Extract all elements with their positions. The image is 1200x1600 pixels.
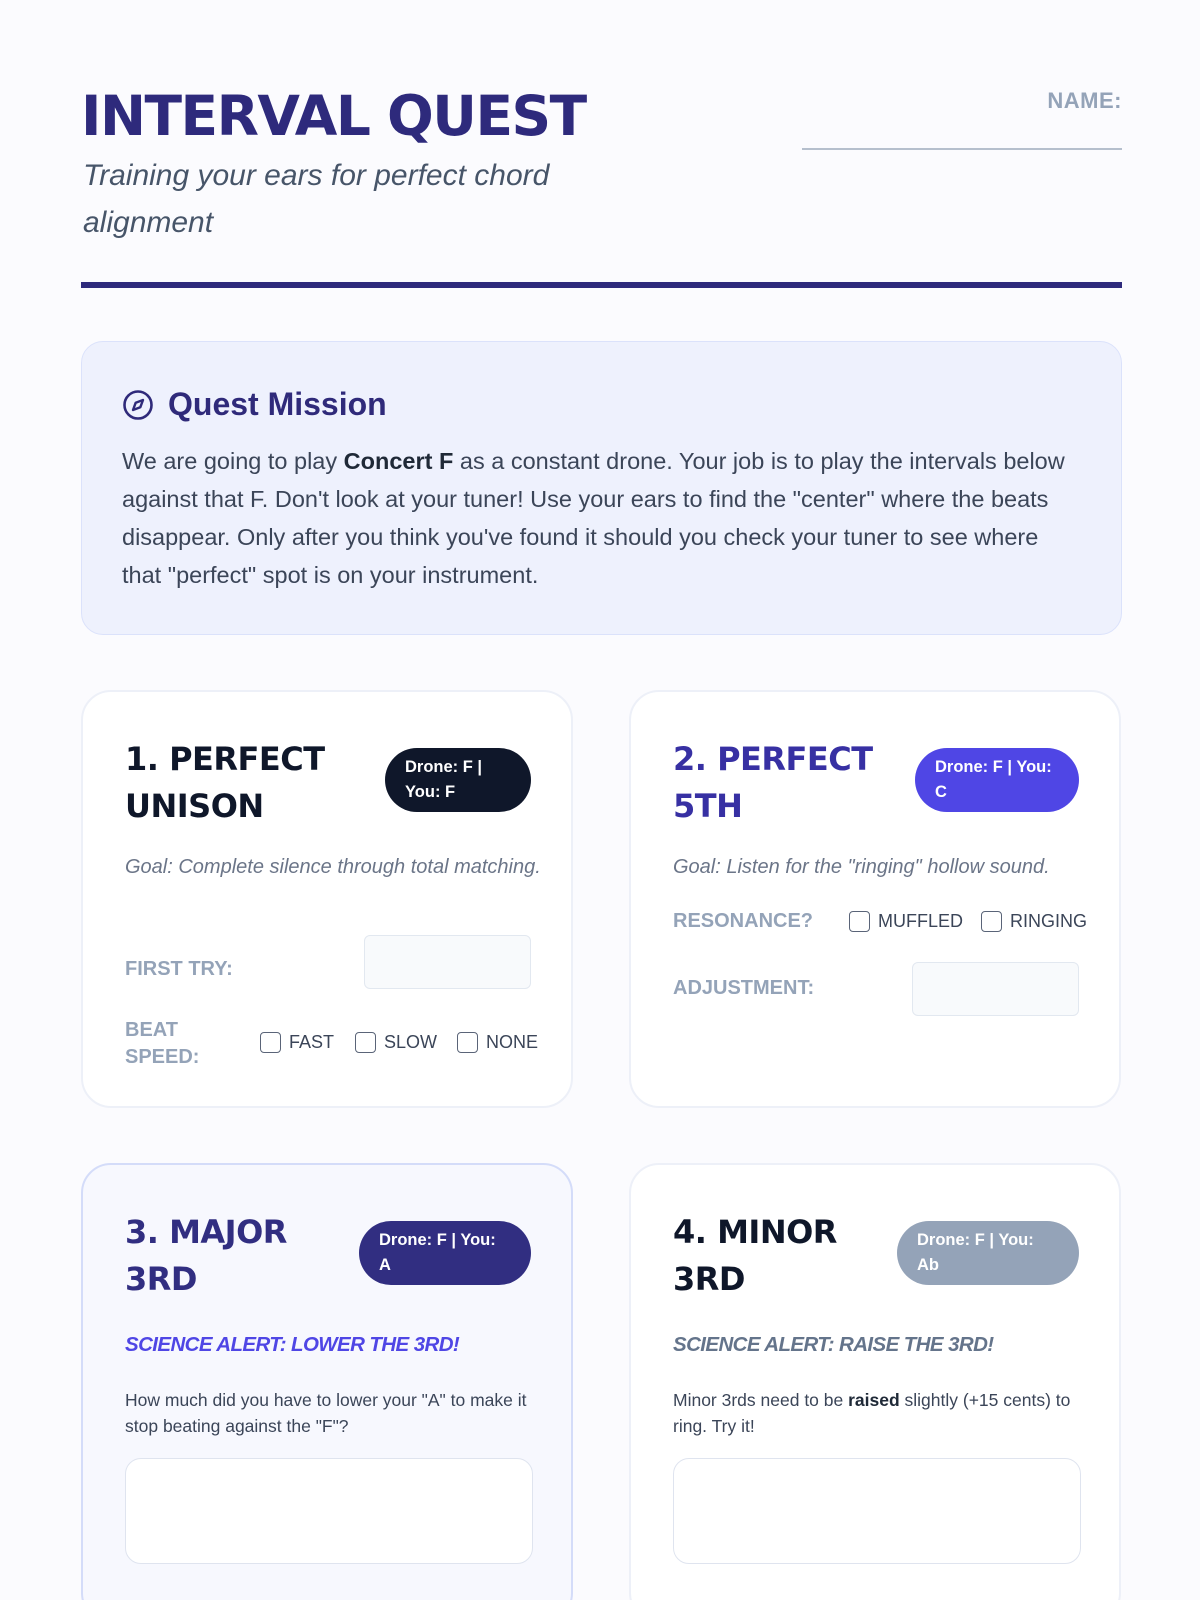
first-try-label: FIRST TRY: (125, 958, 233, 980)
beat-slow-option[interactable]: SLOW (355, 1032, 437, 1053)
checkbox[interactable] (981, 911, 1002, 932)
interval-pill: Drone: F | You: Ab (897, 1221, 1079, 1285)
header-divider (81, 282, 1122, 288)
interval-pill: Drone: F | You: C (915, 748, 1079, 812)
card-title: 3. MAJOR 3RD (125, 1213, 287, 1298)
goal-text: Goal: Complete silence through total matching. (125, 856, 541, 878)
name-field[interactable] (802, 148, 1122, 150)
science-alert: SCIENCE ALERT: RAISE THE 3RD! (673, 1333, 994, 1356)
page-title: INTERVAL QUEST (81, 84, 586, 148)
science-alert: SCIENCE ALERT: LOWER THE 3RD! (125, 1333, 460, 1356)
card-title: 1. PERFECT UNISON (125, 740, 325, 825)
resonance-muffled-option[interactable]: MUFFLED (849, 911, 963, 932)
resonance-label: RESONANCE? (673, 910, 814, 932)
first-try-input[interactable] (364, 935, 531, 989)
card-perfect-5th (629, 690, 1121, 1108)
quest-mission-panel (81, 341, 1122, 635)
page-header (81, 84, 1122, 288)
page-subtitle: Training your ears for perfect chord alignment (83, 159, 550, 239)
interval-pill: Drone: F | You: A (359, 1221, 531, 1285)
alert-question: How much did you have to lower your "A" to make it stop beating against the "F"? (125, 1390, 527, 1436)
mission-header (122, 386, 387, 423)
resonance-ringing-option[interactable]: RINGING (981, 911, 1087, 932)
beat-fast-option[interactable]: FAST (260, 1032, 334, 1053)
card-minor-3rd (629, 1163, 1121, 1600)
adjustment-input[interactable] (912, 962, 1079, 1016)
card-major-3rd (81, 1163, 573, 1600)
alert-text: Minor 3rds need to be raised slightly (+15 cents) to ring. Try it! (673, 1390, 1071, 1436)
mission-text: We are going to play Concert F as a constant drone. Your job is to play the intervals below against that F. Don't look at your tuner! Use your ears to find the "center" where the beats disappear. Only after you think you've found it should you check your tuner to see where that "perfect" spot is on your instrument. (122, 448, 1065, 588)
beat-speed-label: BEAT SPEED: (125, 1019, 200, 1068)
goal-text: Goal: Listen for the "ringing" hollow sound. (673, 856, 1050, 878)
checkbox[interactable] (260, 1032, 281, 1053)
answer-input[interactable] (125, 1458, 533, 1564)
checkbox[interactable] (849, 911, 870, 932)
mission-title: Quest Mission (168, 386, 387, 422)
answer-input[interactable] (673, 1458, 1081, 1564)
checkbox[interactable] (457, 1032, 478, 1053)
card-title: 4. MINOR 3RD (673, 1213, 837, 1298)
adjustment-label: ADJUSTMENT: (673, 977, 815, 999)
checkbox[interactable] (355, 1032, 376, 1053)
card-title: 2. PERFECT 5TH (673, 740, 873, 825)
interval-pill: Drone: F | You: F (385, 748, 531, 812)
mission-key-note: Concert F (343, 448, 454, 474)
card-perfect-unison (81, 690, 573, 1108)
compass-icon (122, 389, 154, 421)
name-label: NAME: (1047, 88, 1122, 113)
beat-none-option[interactable]: NONE (457, 1032, 538, 1053)
